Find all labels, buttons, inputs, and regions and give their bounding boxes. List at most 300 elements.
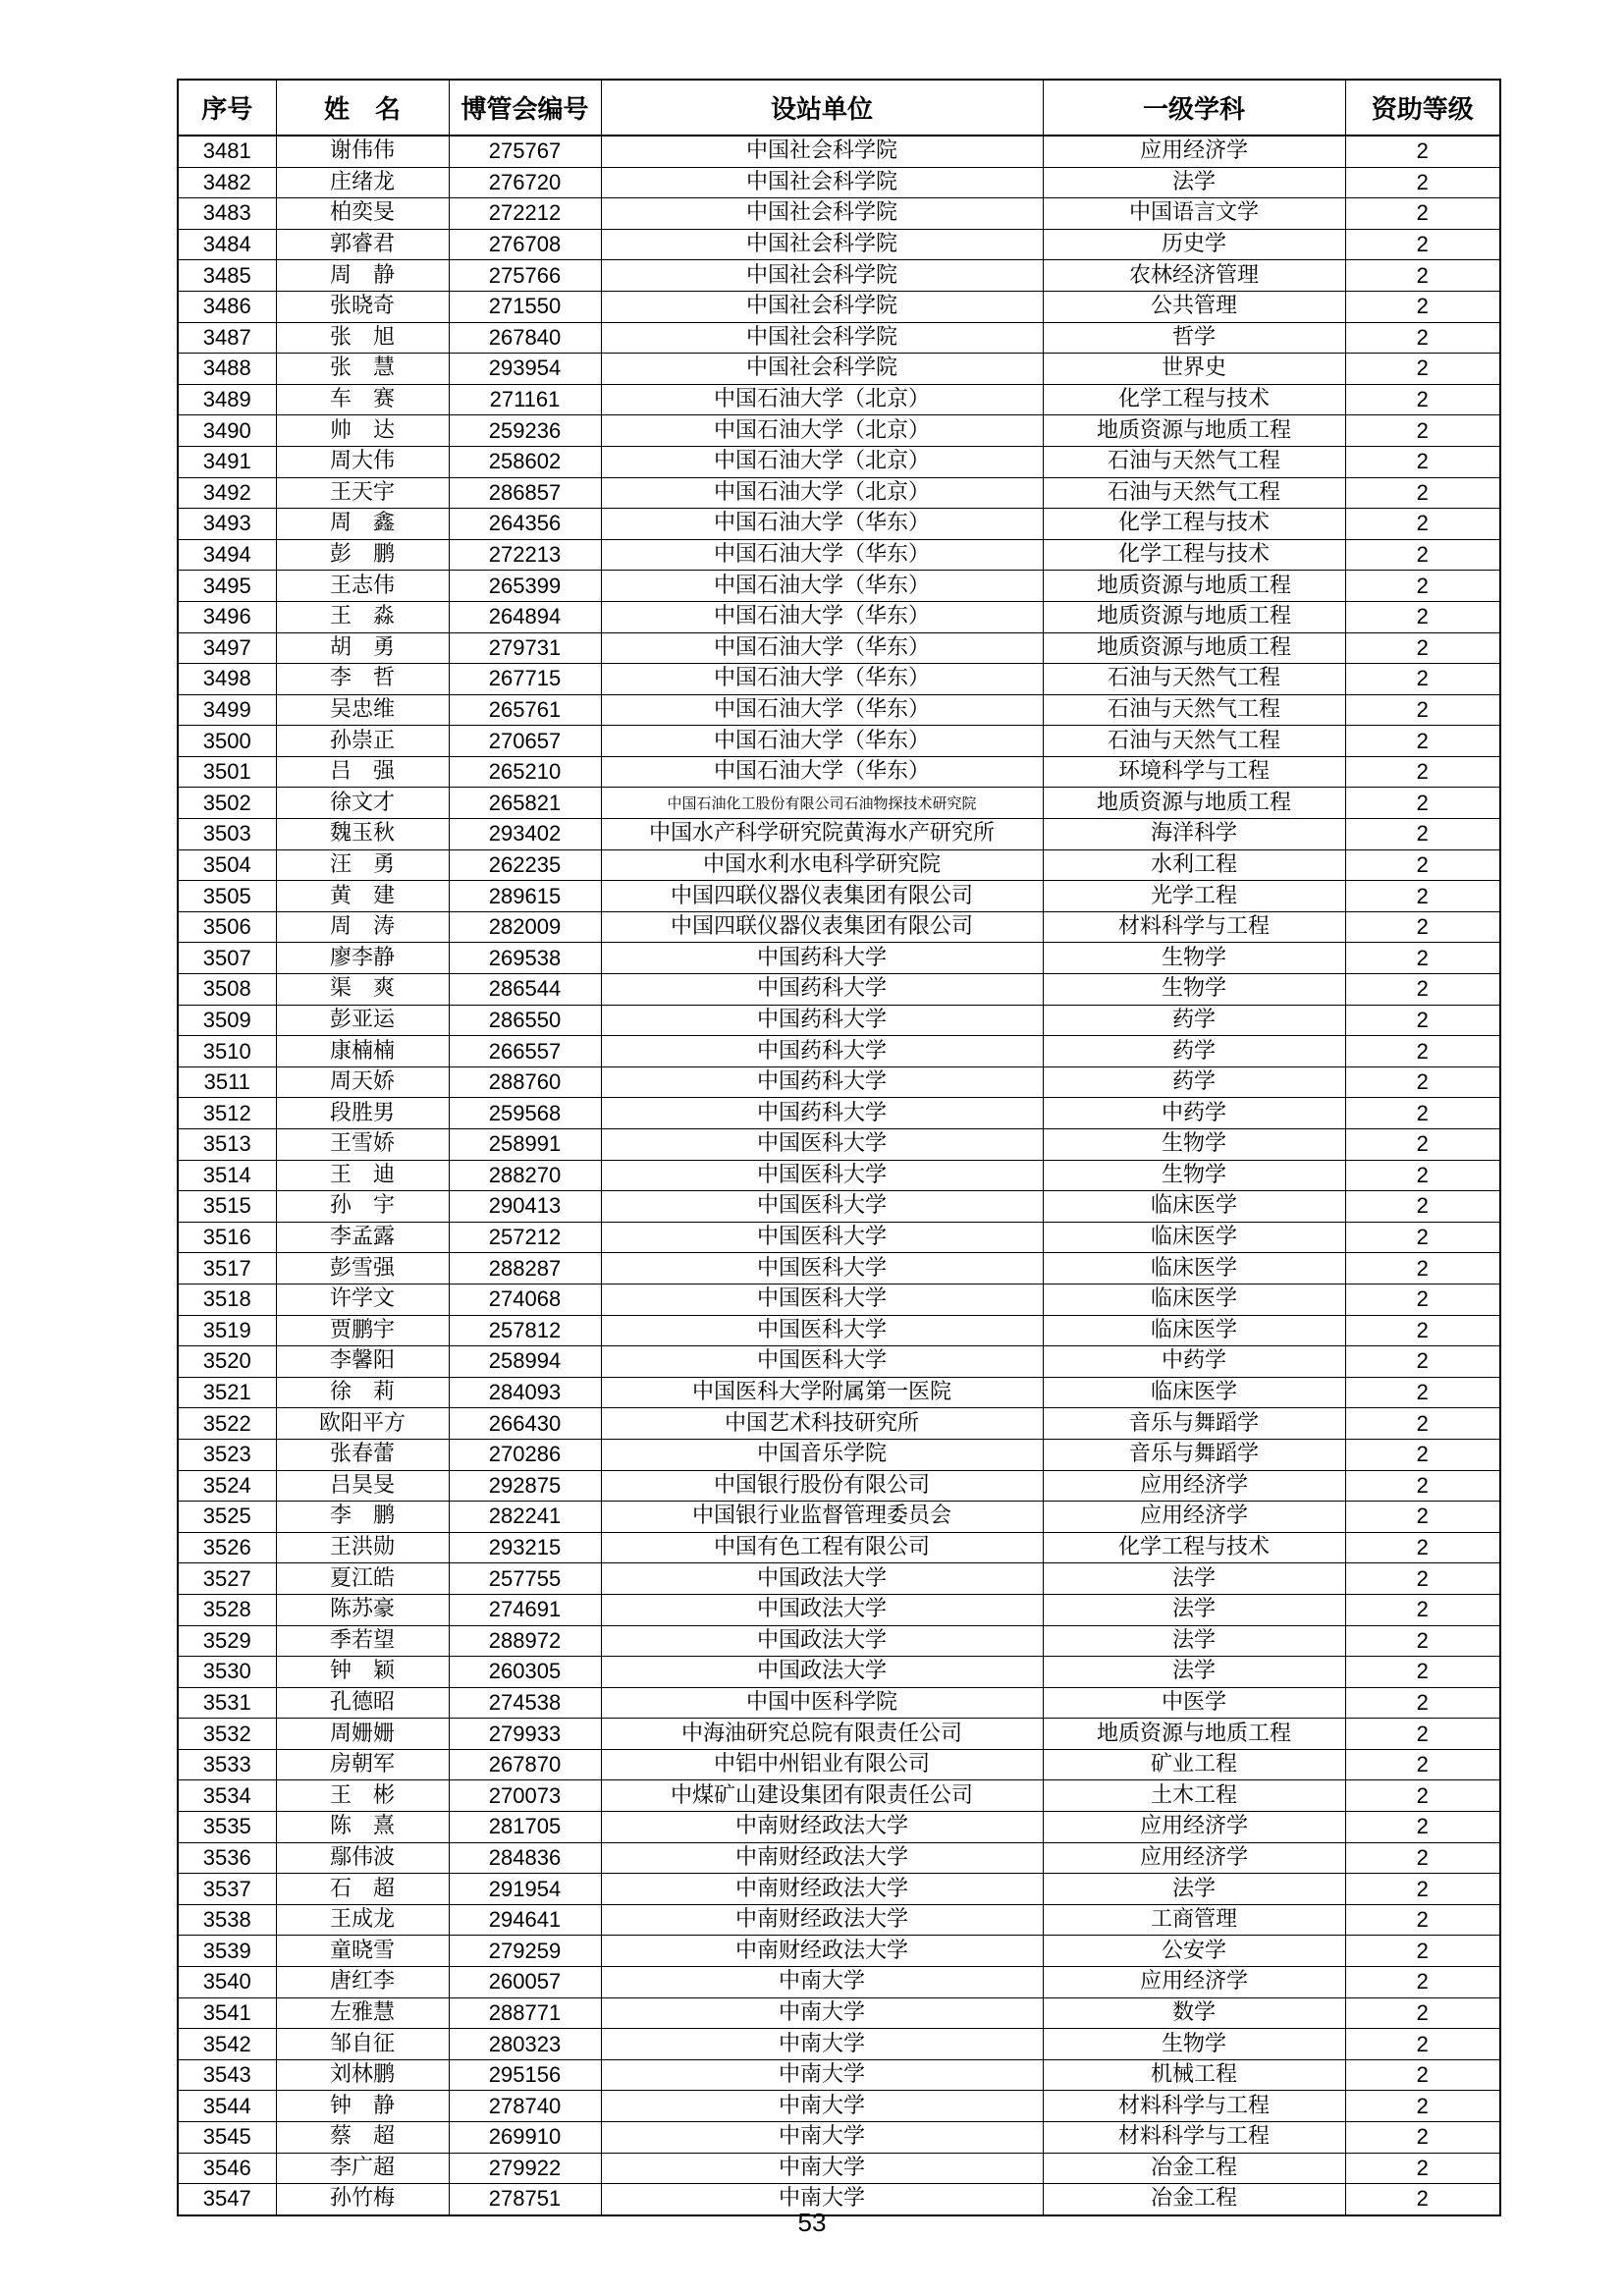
cell-discipline: 哲学 [1043, 322, 1345, 354]
cell-id: 269910 [449, 2122, 601, 2154]
table-row [178, 2029, 1500, 2060]
cell-unit: 中国石油大学（华东） [601, 539, 1043, 571]
cell-grade: 2 [1345, 509, 1500, 540]
cell-id: 280323 [449, 2029, 601, 2060]
cell-unit: 中国社会科学院 [601, 136, 1043, 167]
cell-id: 275766 [449, 260, 601, 292]
table-row [178, 167, 1500, 198]
cell-discipline: 化学工程与技术 [1043, 384, 1345, 415]
cell-id: 258994 [449, 1346, 601, 1378]
cell-grade: 2 [1345, 1470, 1500, 1502]
cell-id: 269538 [449, 943, 601, 974]
cell-name: 黄 建 [276, 881, 449, 912]
cell-grade: 2 [1345, 291, 1500, 322]
cell-grade: 2 [1345, 1253, 1500, 1285]
cell-id: 276708 [449, 229, 601, 260]
cell-discipline: 石油与天然气工程 [1043, 694, 1345, 726]
cell-index: 3518 [178, 1284, 276, 1315]
cell-name: 帅 达 [276, 415, 449, 447]
cell-unit: 中南财经政法大学 [601, 1904, 1043, 1936]
cell-index: 3489 [178, 384, 276, 415]
cell-id: 271550 [449, 291, 601, 322]
cell-discipline: 数学 [1043, 1997, 1345, 2029]
cell-discipline: 临床医学 [1043, 1222, 1345, 1253]
cell-unit: 中国石油大学（华东） [601, 694, 1043, 726]
cell-name: 徐 莉 [276, 1377, 449, 1408]
cell-grade: 2 [1345, 1780, 1500, 1812]
cell-id: 266430 [449, 1408, 601, 1440]
cell-id: 265210 [449, 756, 601, 788]
cell-unit: 中国医科大学 [601, 1191, 1043, 1223]
cell-name: 周大伟 [276, 446, 449, 477]
table-header-row [178, 80, 1500, 136]
cell-id: 289615 [449, 881, 601, 912]
cell-name: 刘林鹏 [276, 2059, 449, 2091]
header-grade: 资助等级 [1345, 80, 1500, 136]
cell-unit: 中国四联仪器仪表集团有限公司 [601, 881, 1043, 912]
cell-id: 278740 [449, 2091, 601, 2122]
cell-id: 260057 [449, 1967, 601, 1998]
cell-unit: 中国石油化工股份有限公司石油物探技术研究院 [601, 788, 1043, 819]
cell-unit: 中南大学 [601, 2122, 1043, 2154]
table-row [178, 354, 1500, 385]
cell-discipline: 公安学 [1043, 1936, 1345, 1967]
cell-name: 周 涛 [276, 911, 449, 943]
header-id: 博管会编号 [449, 80, 601, 136]
cell-index: 3534 [178, 1780, 276, 1812]
cell-discipline: 地质资源与地质工程 [1043, 632, 1345, 664]
cell-discipline: 法学 [1043, 1657, 1345, 1688]
cell-discipline: 地质资源与地质工程 [1043, 601, 1345, 632]
table-row [178, 1842, 1500, 1874]
cell-discipline: 生物学 [1043, 1160, 1345, 1191]
cell-name: 王成龙 [276, 1904, 449, 1936]
cell-discipline: 石油与天然气工程 [1043, 726, 1345, 757]
cell-grade: 2 [1345, 943, 1500, 974]
cell-name: 魏玉秋 [276, 819, 449, 850]
cell-discipline: 化学工程与技术 [1043, 539, 1345, 571]
cell-name: 郭睿君 [276, 229, 449, 260]
cell-discipline: 化学工程与技术 [1043, 1532, 1345, 1563]
table-row [178, 1315, 1500, 1346]
table-row [178, 1222, 1500, 1253]
cell-grade: 2 [1345, 477, 1500, 509]
cell-name: 徐文才 [276, 788, 449, 819]
cell-discipline: 环境科学与工程 [1043, 756, 1345, 788]
cell-name: 蔡 超 [276, 2122, 449, 2154]
cell-discipline: 地质资源与地质工程 [1043, 571, 1345, 602]
cell-name: 彭 鹏 [276, 539, 449, 571]
cell-unit: 中国药科大学 [601, 1066, 1043, 1098]
table-row [178, 788, 1500, 819]
cell-discipline: 地质资源与地质工程 [1043, 1719, 1345, 1750]
cell-grade: 2 [1345, 1191, 1500, 1223]
cell-grade: 2 [1345, 632, 1500, 664]
cell-name: 吕昊旻 [276, 1470, 449, 1502]
cell-unit: 中南财经政法大学 [601, 1842, 1043, 1874]
cell-unit: 中国医科大学 [601, 1222, 1043, 1253]
cell-index: 3539 [178, 1936, 276, 1967]
cell-grade: 2 [1345, 1563, 1500, 1595]
cell-id: 279922 [449, 2153, 601, 2184]
cell-index: 3516 [178, 1222, 276, 1253]
cell-id: 293402 [449, 819, 601, 850]
cell-id: 293215 [449, 1532, 601, 1563]
cell-unit: 中铝中州铝业有限公司 [601, 1749, 1043, 1780]
table-row [178, 1657, 1500, 1688]
cell-index: 3497 [178, 632, 276, 664]
table-row [178, 1594, 1500, 1625]
cell-id: 267870 [449, 1749, 601, 1780]
table-row [178, 726, 1500, 757]
cell-grade: 2 [1345, 136, 1500, 167]
header-name: 姓 名 [276, 80, 449, 136]
cell-unit: 中国石油大学（华东） [601, 664, 1043, 695]
cell-id: 274068 [449, 1284, 601, 1315]
cell-index: 3488 [178, 354, 276, 385]
cell-index: 3500 [178, 726, 276, 757]
cell-id: 286550 [449, 1005, 601, 1036]
cell-discipline: 生物学 [1043, 943, 1345, 974]
cell-index: 3494 [178, 539, 276, 571]
cell-grade: 2 [1345, 1904, 1500, 1936]
cell-discipline: 水利工程 [1043, 849, 1345, 881]
cell-index: 3512 [178, 1098, 276, 1129]
cell-discipline: 中医学 [1043, 1687, 1345, 1719]
cell-discipline: 药学 [1043, 1005, 1345, 1036]
cell-unit: 中国中医科学院 [601, 1687, 1043, 1719]
table-row [178, 1066, 1500, 1098]
cell-discipline: 历史学 [1043, 229, 1345, 260]
cell-id: 267715 [449, 664, 601, 695]
cell-unit: 中国药科大学 [601, 1036, 1043, 1067]
cell-name: 许学文 [276, 1284, 449, 1315]
table-row [178, 1532, 1500, 1563]
cell-grade: 2 [1345, 1098, 1500, 1129]
table-row [178, 664, 1500, 695]
cell-id: 288287 [449, 1253, 601, 1285]
cell-index: 3507 [178, 943, 276, 974]
table-row [178, 943, 1500, 974]
cell-id: 274538 [449, 1687, 601, 1719]
cell-name: 康楠楠 [276, 1036, 449, 1067]
cell-discipline: 生物学 [1043, 2029, 1345, 2060]
table-row [178, 1780, 1500, 1812]
table-row [178, 1904, 1500, 1936]
cell-index: 3511 [178, 1066, 276, 1098]
table-row [178, 1812, 1500, 1843]
table-row [178, 881, 1500, 912]
cell-grade: 2 [1345, 1160, 1500, 1191]
cell-id: 257812 [449, 1315, 601, 1346]
cell-unit: 中国医科大学 [601, 1315, 1043, 1346]
cell-unit: 中南大学 [601, 2091, 1043, 2122]
cell-index: 3491 [178, 446, 276, 477]
cell-unit: 中国石油大学（华东） [601, 601, 1043, 632]
cell-id: 264894 [449, 601, 601, 632]
cell-index: 3523 [178, 1439, 276, 1470]
cell-name: 谢伟伟 [276, 136, 449, 167]
table-row [178, 1502, 1500, 1533]
cell-index: 3502 [178, 788, 276, 819]
cell-grade: 2 [1345, 756, 1500, 788]
cell-discipline: 矿业工程 [1043, 1749, 1345, 1780]
cell-discipline: 应用经济学 [1043, 1502, 1345, 1533]
cell-index: 3544 [178, 2091, 276, 2122]
cell-id: 281705 [449, 1812, 601, 1843]
table-row [178, 1874, 1500, 1905]
cell-unit: 中国银行业监督管理委员会 [601, 1502, 1043, 1533]
table-row [178, 1191, 1500, 1223]
cell-grade: 2 [1345, 849, 1500, 881]
cell-grade: 2 [1345, 911, 1500, 943]
cell-index: 3531 [178, 1687, 276, 1719]
cell-name: 彭雪强 [276, 1253, 449, 1285]
cell-discipline: 农林经济管理 [1043, 260, 1345, 292]
cell-unit: 中南大学 [601, 2184, 1043, 2215]
cell-index: 3524 [178, 1470, 276, 1502]
cell-grade: 2 [1345, 1936, 1500, 1967]
cell-name: 庄绪龙 [276, 167, 449, 198]
cell-unit: 中国药科大学 [601, 1098, 1043, 1129]
cell-index: 3513 [178, 1129, 276, 1161]
table-row [178, 1563, 1500, 1595]
cell-grade: 2 [1345, 1284, 1500, 1315]
cell-name: 邹自征 [276, 2029, 449, 2060]
cell-index: 3529 [178, 1625, 276, 1657]
cell-name: 李 鹏 [276, 1502, 449, 1533]
table-row [178, 1005, 1500, 1036]
cell-unit: 中国石油大学（北京） [601, 415, 1043, 447]
cell-name: 童晓雪 [276, 1936, 449, 1967]
header-index: 序号 [178, 80, 276, 136]
page-number: 53 [797, 2208, 827, 2237]
cell-unit: 中国水产科学研究院黄海水产研究所 [601, 819, 1043, 850]
cell-id: 288972 [449, 1625, 601, 1657]
cell-discipline: 应用经济学 [1043, 1812, 1345, 1843]
cell-name: 周天娇 [276, 1066, 449, 1098]
table-row [178, 1036, 1500, 1067]
cell-name: 彭亚运 [276, 1005, 449, 1036]
cell-id: 286544 [449, 974, 601, 1006]
cell-grade: 2 [1345, 354, 1500, 385]
cell-id: 282009 [449, 911, 601, 943]
cell-grade: 2 [1345, 2091, 1500, 2122]
cell-name: 房朝军 [276, 1749, 449, 1780]
table-row [178, 291, 1500, 322]
cell-id: 275767 [449, 136, 601, 167]
cell-unit: 中国有色工程有限公司 [601, 1532, 1043, 1563]
cell-name: 周姗姗 [276, 1719, 449, 1750]
table-row [178, 229, 1500, 260]
cell-grade: 2 [1345, 601, 1500, 632]
cell-index: 3522 [178, 1408, 276, 1440]
cell-discipline: 公共管理 [1043, 291, 1345, 322]
cell-grade: 2 [1345, 1315, 1500, 1346]
cell-id: 292875 [449, 1470, 601, 1502]
cell-discipline: 药学 [1043, 1036, 1345, 1067]
cell-unit: 中国政法大学 [601, 1657, 1043, 1688]
cell-discipline: 中药学 [1043, 1098, 1345, 1129]
table-row [178, 1936, 1500, 1967]
cell-discipline: 化学工程与技术 [1043, 509, 1345, 540]
table-row [178, 819, 1500, 850]
cell-grade: 2 [1345, 664, 1500, 695]
cell-name: 钟 静 [276, 2091, 449, 2122]
cell-name: 吕 强 [276, 756, 449, 788]
cell-index: 3535 [178, 1812, 276, 1843]
table-row [178, 694, 1500, 726]
cell-grade: 2 [1345, 2184, 1500, 2215]
cell-name: 张 旭 [276, 322, 449, 354]
cell-grade: 2 [1345, 384, 1500, 415]
cell-unit: 中国银行股份有限公司 [601, 1470, 1043, 1502]
table-row [178, 1439, 1500, 1470]
cell-discipline: 土木工程 [1043, 1780, 1345, 1812]
cell-id: 290413 [449, 1191, 601, 1223]
cell-discipline: 海洋科学 [1043, 819, 1345, 850]
table-row [178, 539, 1500, 571]
cell-grade: 2 [1345, 1874, 1500, 1905]
cell-grade: 2 [1345, 1222, 1500, 1253]
cell-id: 262235 [449, 849, 601, 881]
cell-discipline: 生物学 [1043, 1129, 1345, 1161]
cell-grade: 2 [1345, 415, 1500, 447]
cell-index: 3506 [178, 911, 276, 943]
cell-grade: 2 [1345, 1657, 1500, 1688]
cell-discipline: 应用经济学 [1043, 1967, 1345, 1998]
cell-grade: 2 [1345, 167, 1500, 198]
cell-unit: 中南财经政法大学 [601, 1874, 1043, 1905]
cell-grade: 2 [1345, 726, 1500, 757]
cell-index: 3515 [178, 1191, 276, 1223]
cell-discipline: 应用经济学 [1043, 136, 1345, 167]
cell-index: 3541 [178, 1997, 276, 2029]
header-unit: 设站单位 [601, 80, 1043, 136]
cell-index: 3510 [178, 1036, 276, 1067]
cell-index: 3496 [178, 601, 276, 632]
cell-name: 鄢伟波 [276, 1842, 449, 1874]
cell-index: 3547 [178, 2184, 276, 2215]
cell-id: 274691 [449, 1594, 601, 1625]
cell-index: 3499 [178, 694, 276, 726]
cell-unit: 中国社会科学院 [601, 229, 1043, 260]
cell-grade: 2 [1345, 2153, 1500, 2184]
cell-index: 3501 [178, 756, 276, 788]
cell-discipline: 地质资源与地质工程 [1043, 415, 1345, 447]
cell-grade: 2 [1345, 694, 1500, 726]
cell-id: 270073 [449, 1780, 601, 1812]
cell-discipline: 临床医学 [1043, 1191, 1345, 1223]
cell-id: 286857 [449, 477, 601, 509]
cell-unit: 中国药科大学 [601, 1005, 1043, 1036]
cell-unit: 中国药科大学 [601, 974, 1043, 1006]
cell-index: 3533 [178, 1749, 276, 1780]
cell-id: 265399 [449, 571, 601, 602]
cell-unit: 中国社会科学院 [601, 291, 1043, 322]
cell-unit: 中国政法大学 [601, 1594, 1043, 1625]
cell-discipline: 音乐与舞蹈学 [1043, 1439, 1345, 1470]
cell-unit: 中国政法大学 [601, 1625, 1043, 1657]
table-row [178, 1749, 1500, 1780]
cell-id: 264356 [449, 509, 601, 540]
table-row [178, 1967, 1500, 1998]
cell-id: 278751 [449, 2184, 601, 2215]
cell-id: 279731 [449, 632, 601, 664]
cell-grade: 2 [1345, 974, 1500, 1006]
cell-grade: 2 [1345, 1842, 1500, 1874]
cell-unit: 中国水利水电科学研究院 [601, 849, 1043, 881]
cell-index: 3526 [178, 1532, 276, 1563]
table-row [178, 1160, 1500, 1191]
cell-unit: 中国政法大学 [601, 1563, 1043, 1595]
cell-index: 3483 [178, 198, 276, 230]
cell-unit: 中国艺术科技研究所 [601, 1408, 1043, 1440]
cell-grade: 2 [1345, 2122, 1500, 2154]
cell-index: 3508 [178, 974, 276, 1006]
cell-name: 夏江皓 [276, 1563, 449, 1595]
cell-index: 3537 [178, 1874, 276, 1905]
cell-name: 周 鑫 [276, 509, 449, 540]
cell-id: 267840 [449, 322, 601, 354]
cell-index: 3484 [178, 229, 276, 260]
table-row [178, 1687, 1500, 1719]
cell-grade: 2 [1345, 571, 1500, 602]
cell-id: 257212 [449, 1222, 601, 1253]
table-row [178, 756, 1500, 788]
cell-id: 284836 [449, 1842, 601, 1874]
table-row [178, 1098, 1500, 1129]
cell-unit: 中南大学 [601, 2029, 1043, 2060]
cell-name: 李馨阳 [276, 1346, 449, 1378]
cell-name: 周 静 [276, 260, 449, 292]
cell-grade: 2 [1345, 322, 1500, 354]
cell-unit: 中国石油大学（华东） [601, 726, 1043, 757]
table-row [178, 1625, 1500, 1657]
table-row [178, 1470, 1500, 1502]
cell-grade: 2 [1345, 1408, 1500, 1440]
cell-id: 284093 [449, 1377, 601, 1408]
cell-unit: 中国石油大学（华东） [601, 509, 1043, 540]
cell-grade: 2 [1345, 1066, 1500, 1098]
cell-unit: 中国社会科学院 [601, 322, 1043, 354]
roster-table [177, 79, 1501, 2216]
cell-index: 3527 [178, 1563, 276, 1595]
cell-index: 3530 [178, 1657, 276, 1688]
cell-name: 李 哲 [276, 664, 449, 695]
cell-id: 279933 [449, 1719, 601, 1750]
cell-discipline: 石油与天然气工程 [1043, 446, 1345, 477]
table-row [178, 1408, 1500, 1440]
cell-index: 3493 [178, 509, 276, 540]
cell-unit: 中南大学 [601, 2059, 1043, 2091]
cell-id: 270286 [449, 1439, 601, 1470]
cell-unit: 中国石油大学（北京） [601, 384, 1043, 415]
cell-grade: 2 [1345, 2059, 1500, 2091]
cell-grade: 2 [1345, 1036, 1500, 1067]
table-row [178, 136, 1500, 167]
roster-table-container [177, 79, 1499, 2216]
cell-id: 282241 [449, 1502, 601, 1533]
cell-id: 260305 [449, 1657, 601, 1688]
cell-unit: 中海油研究总院有限责任公司 [601, 1719, 1043, 1750]
cell-unit: 中国医科大学 [601, 1253, 1043, 1285]
cell-id: 288771 [449, 1997, 601, 2029]
table-row [178, 849, 1500, 881]
table-row [178, 911, 1500, 943]
cell-index: 3487 [178, 322, 276, 354]
cell-id: 294641 [449, 1904, 601, 1936]
